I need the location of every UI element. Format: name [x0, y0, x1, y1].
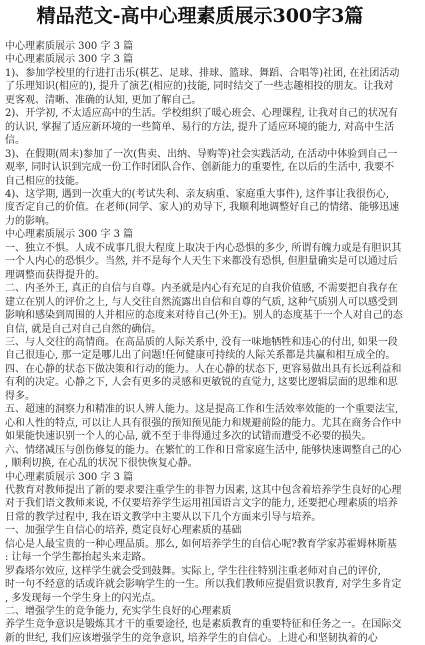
paragraph-line: 六、情绪减压与创伤修复的能力。在繁忙的工作和日常家庭生活中, 能够快速调整自己的心 — [5, 444, 402, 456]
paragraph-line: , 顺利切换, 在心乱的状况下很快恢复心静。 — [5, 458, 198, 470]
paragraph-line: 二、增强学生的竞争能力, 充实学生良好的心理素质 — [5, 606, 232, 618]
page-title: 精品范文-高中心理素质展示300字3篇 — [36, 5, 364, 27]
section-heading: 中心理素质展示 300 字 3 篇 — [5, 41, 134, 52]
paragraph-line: 1)、参加学校里的行进打击乐(棋艺、足球、排球、篮球、舞蹈、合唱等)社团, 在社团活动 — [5, 67, 400, 79]
paragraph-line: 3)、在假期(周末)参加了一次(售卖、出纳、导购等)社会实践活动, 在活动中体验到自己一 — [5, 148, 398, 160]
paragraph-line: 力的影响。 — [5, 215, 55, 227]
paragraph-line: 信。 — [5, 135, 25, 147]
paragraph-line: 得多。 — [5, 390, 35, 402]
paragraph-line: 影响和感染到周围的人并相应的态度来对待自己(外王)。别人的态度基于一个人对自己的态 — [5, 310, 403, 322]
paragraph-line: 2)、开学初, 不太适应高中的生活。学校组织了暖心班会、心理课程, 让我对自己的状况有 — [5, 108, 398, 120]
paragraph-line: 日常的教学过程中, 我在语文教学中主要从以下几个方面来引导与培养。 — [5, 511, 322, 523]
paragraph-line: 有利的决定。心静之下, 人会有更多的灵感和更敏锐的直觉力, 这要比逻辑层面的思维和思 — [5, 377, 398, 389]
paragraph-line: 五、超速的洞察力和精准的识人辨人能力。这是提高工作和生活效率效能的一个重要法宝, — [5, 404, 399, 416]
paragraph-line: 罗森塔尔效应, 这样学生就会受到鼓舞。实际上, 学生往往特别注重老师对自己的评价, — [5, 565, 381, 577]
paragraph-line: 自己相应的技能。 — [5, 175, 85, 187]
paragraph-line: 了乐理知识(相应的), 提升了演艺(相应的)技能, 同时结交了一些志趣相投的朋友。让我对 — [5, 81, 394, 93]
document-body — [0, 40, 425, 645]
paragraph-line: 4)、这学期, 遇到一次重大的(考试失利、亲友病重、家庭重大事件), 这件事让我很伤心, — [5, 188, 389, 200]
section-heading: 中心理素质展示 300 字 3 篇 — [5, 471, 134, 483]
paragraph-line: 心和人性的特点, 可以让人具有很强的预知预见能力和规避前险的能力。尤其在商务合作中 — [5, 417, 402, 429]
paragraph-line: 更客观、清晰、准确的认知, 更加了解自己。 — [5, 94, 202, 106]
paragraph-line: 信心是人最宝贵的一种心理品质。那么, 如何培养学生的自信心呢?教育学家苏霍姆林斯基 — [5, 538, 397, 550]
paragraph-line: , 多发现每一个学生身上的闪光点。 — [5, 592, 162, 604]
paragraph-line: 的认识, 掌握了适应新环境的一些简单、易行的方法, 提升了适应环境的能力, 对高中生活 — [5, 121, 395, 133]
paragraph-line: 养学生竞争意识是锻炼其才干的重要途径, 也是素质教育的重要特征和任务之一。在国际交 — [5, 619, 402, 631]
paragraph-line: 三、与人交往的高情商。在高品质的人际关系中, 没有一味地牺牲和违心的付出, 如果一段 — [5, 336, 398, 348]
paragraph-line: 理调整而获得提升的。 — [5, 269, 105, 281]
paragraph-line: : 让每一个学生都抬起头来走路。 — [5, 552, 152, 564]
paragraph-line: 自己很违心, 那一定是哪儿出了问题!任何健康可持续的人际关系都是共赢和相互成全的。 — [5, 350, 396, 362]
paragraph-line: 时一句不经意的话或许就会影响学生的一生。所以我们教师应提倡赏识教育, 对学生多肯定 — [5, 579, 402, 591]
paragraph-line: 度否定自己的价值。在老师(同学、家人)的劝导下, 我顺利地调整好自己的情绪、能够迅速 — [5, 202, 400, 214]
paragraph-line: 四、在心静的状态下做决策和行动的能力。人在心静的状态下, 更容易做出具有长远利益和 — [5, 363, 402, 375]
section-heading: 中心理素质展示 300 字 3 篇 — [5, 54, 134, 66]
paragraph-line: 观率, 同时认识到完成一份工作时团队合作、创新能力的重要性, 在以后的生活中, 我要不 — [5, 162, 395, 174]
paragraph-line: 一、独立不惧。人成不成事几很大程度上取决于内心恐惧的多少, 所谓有魄力或是有胆识其 — [5, 242, 402, 254]
paragraph-line: 一、加强学生自信心的培养, 奠定良好心理素质的基础 — [5, 525, 242, 537]
paragraph-line: 二、内圣外王, 真正的自信与自尊。内圣就是内心有充足的自我价值感, 不需要把自我存在 — [5, 283, 398, 295]
paragraph-line: 一个人内心的恐惧少。当然, 并不是每个人天生下来都没有恐惧, 但胆量确实是可以通过后 — [5, 256, 398, 268]
paragraph-line: 对于我们语文教师来说, 不仅要培养学生运用祖国语言文字的能力, 还要把心理素质的培养 — [5, 498, 398, 510]
paragraph-line: 新的世纪, 我们应该增强学生的竞争意识, 培养学生的自信心。上进心和坚韧执着的心 — [5, 632, 378, 644]
paragraph-line: 自信, 就是自己对自己自然的确信。 — [5, 323, 162, 335]
paragraph-line: 建立在别人的评价之上, 与人交往自然流露出自信和自尊的气质, 这种气质别人可以感受到 — [5, 296, 398, 308]
section-heading: 中心理素质展示 300 字 3 篇 — [5, 229, 134, 241]
paragraph-line: 如果能快速识别一个人的心品, 就不至于非得通过多次的试错而遭受不必要的损失。 — [5, 431, 372, 443]
paragraph-line: 代教育对教师提出了新的要求要注重学生的非智力因素, 这其中包含着培养学生良好的心理 — [5, 484, 402, 496]
